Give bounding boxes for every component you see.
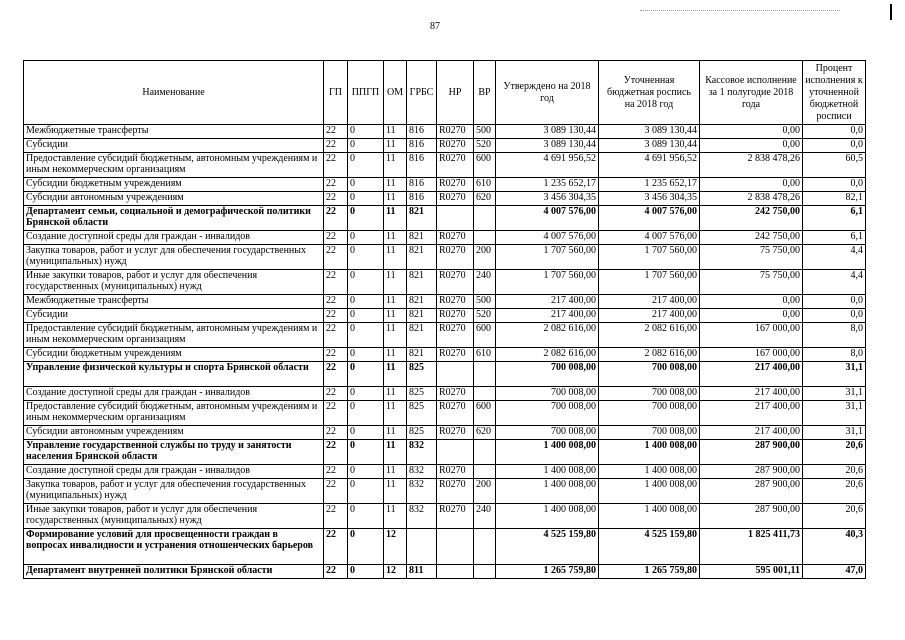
cell-grbs: 825 bbox=[407, 362, 437, 387]
cell-grbs: 821 bbox=[407, 348, 437, 362]
cell-approved: 700 008,00 bbox=[496, 401, 599, 426]
cell-gp: 22 bbox=[324, 309, 348, 323]
cell-name: Субсидии бюджетным учреждениям bbox=[24, 348, 324, 362]
cell-ppgp: 0 bbox=[348, 295, 384, 309]
cell-percent: 31,1 bbox=[803, 387, 866, 401]
cell-gp: 22 bbox=[324, 295, 348, 309]
cell-ppgp: 0 bbox=[348, 125, 384, 139]
cell-name: Департамент внутренней политики Брянской области bbox=[24, 565, 324, 579]
header-grbs: ГРБС bbox=[407, 61, 437, 125]
cell-name: Субсидии bbox=[24, 309, 324, 323]
table-row bbox=[24, 153, 866, 178]
cell-percent: 20,6 bbox=[803, 504, 866, 529]
cell-gp: 22 bbox=[324, 206, 348, 231]
cell-cash: 1 825 411,73 bbox=[700, 529, 803, 565]
cell-grbs: 825 bbox=[407, 387, 437, 401]
cell-name: Управление физической культуры и спорта Брянской области bbox=[24, 362, 324, 387]
header-refined: Уточненная бюджетная роспись на 2018 год bbox=[599, 61, 700, 125]
table-row bbox=[24, 401, 866, 426]
cell-gp: 22 bbox=[324, 401, 348, 426]
table-row bbox=[24, 295, 866, 309]
cell-om: 11 bbox=[384, 178, 407, 192]
table-row bbox=[24, 465, 866, 479]
cell-nr: R0270 bbox=[437, 387, 474, 401]
cell-percent: 31,1 bbox=[803, 401, 866, 426]
cell-gp: 22 bbox=[324, 348, 348, 362]
cell-ppgp: 0 bbox=[348, 270, 384, 295]
cell-approved: 1 265 759,80 bbox=[496, 565, 599, 579]
cell-refined: 700 008,00 bbox=[599, 362, 700, 387]
scan-edge-mark bbox=[890, 4, 892, 20]
cell-nr: R0270 bbox=[437, 125, 474, 139]
cell-refined: 1 400 008,00 bbox=[599, 440, 700, 465]
cell-grbs: 821 bbox=[407, 231, 437, 245]
cell-vr: 610 bbox=[474, 348, 496, 362]
cell-name: Закупка товаров, работ и услуг для обеспечения государственных (муниципальных) нужд bbox=[24, 479, 324, 504]
cell-ppgp: 0 bbox=[348, 362, 384, 387]
cell-ppgp: 0 bbox=[348, 231, 384, 245]
cell-approved: 4 007 576,00 bbox=[496, 206, 599, 231]
cell-grbs: 825 bbox=[407, 401, 437, 426]
cell-grbs: 821 bbox=[407, 245, 437, 270]
cell-cash: 75 750,00 bbox=[700, 270, 803, 295]
cell-refined: 217 400,00 bbox=[599, 309, 700, 323]
cell-approved: 4 525 159,80 bbox=[496, 529, 599, 565]
cell-approved: 700 008,00 bbox=[496, 387, 599, 401]
cell-grbs: 816 bbox=[407, 178, 437, 192]
cell-gp: 22 bbox=[324, 362, 348, 387]
cell-grbs: 821 bbox=[407, 295, 437, 309]
cell-nr: R0270 bbox=[437, 153, 474, 178]
cell-nr bbox=[437, 529, 474, 565]
cell-ppgp: 0 bbox=[348, 245, 384, 270]
cell-gp: 22 bbox=[324, 178, 348, 192]
cell-nr: R0270 bbox=[437, 401, 474, 426]
cell-approved: 1 707 560,00 bbox=[496, 245, 599, 270]
cell-nr: R0270 bbox=[437, 504, 474, 529]
cell-cash: 2 838 478,26 bbox=[700, 153, 803, 178]
cell-cash: 242 750,00 bbox=[700, 206, 803, 231]
cell-name: Субсидии бюджетным учреждениям bbox=[24, 178, 324, 192]
cell-cash: 0,00 bbox=[700, 295, 803, 309]
cell-vr: 520 bbox=[474, 309, 496, 323]
table-row bbox=[24, 323, 866, 348]
cell-gp: 22 bbox=[324, 479, 348, 504]
cell-refined: 4 525 159,80 bbox=[599, 529, 700, 565]
cell-percent: 82,1 bbox=[803, 192, 866, 206]
cell-refined: 1 265 759,80 bbox=[599, 565, 700, 579]
cell-approved: 3 089 130,44 bbox=[496, 125, 599, 139]
cell-om: 11 bbox=[384, 401, 407, 426]
cell-vr: 240 bbox=[474, 270, 496, 295]
cell-nr bbox=[437, 206, 474, 231]
cell-om: 11 bbox=[384, 348, 407, 362]
cell-name: Создание доступной среды для граждан - инвалидов bbox=[24, 231, 324, 245]
cell-cash: 0,00 bbox=[700, 125, 803, 139]
cell-cash: 217 400,00 bbox=[700, 426, 803, 440]
cell-percent: 0,0 bbox=[803, 139, 866, 153]
cell-gp: 22 bbox=[324, 387, 348, 401]
table-row bbox=[24, 529, 866, 565]
cell-grbs: 832 bbox=[407, 465, 437, 479]
cell-gp: 22 bbox=[324, 440, 348, 465]
cell-percent: 40,3 bbox=[803, 529, 866, 565]
cell-cash: 0,00 bbox=[700, 139, 803, 153]
cell-percent: 0,0 bbox=[803, 178, 866, 192]
cell-approved: 2 082 616,00 bbox=[496, 348, 599, 362]
cell-grbs: 825 bbox=[407, 426, 437, 440]
cell-vr: 500 bbox=[474, 125, 496, 139]
table-row bbox=[24, 504, 866, 529]
cell-refined: 2 082 616,00 bbox=[599, 348, 700, 362]
cell-ppgp: 0 bbox=[348, 479, 384, 504]
cell-name: Закупка товаров, работ и услуг для обеспечения государственных (муниципальных) нужд bbox=[24, 245, 324, 270]
cell-cash: 0,00 bbox=[700, 178, 803, 192]
cell-percent: 6,1 bbox=[803, 206, 866, 231]
cell-percent: 47,0 bbox=[803, 565, 866, 579]
header-name: Наименование bbox=[24, 61, 324, 125]
cell-approved: 1 400 008,00 bbox=[496, 465, 599, 479]
cell-vr: 620 bbox=[474, 426, 496, 440]
cell-name: Предоставление субсидий бюджетным, автономным учреждениям и иным некоммерческим организациям bbox=[24, 153, 324, 178]
cell-grbs: 832 bbox=[407, 479, 437, 504]
cell-gp: 22 bbox=[324, 125, 348, 139]
cell-om: 11 bbox=[384, 387, 407, 401]
header-nr: НР bbox=[437, 61, 474, 125]
cell-om: 11 bbox=[384, 323, 407, 348]
cell-approved: 3 456 304,35 bbox=[496, 192, 599, 206]
cell-percent: 0,0 bbox=[803, 309, 866, 323]
cell-ppgp: 0 bbox=[348, 139, 384, 153]
cell-percent: 4,4 bbox=[803, 270, 866, 295]
cell-cash: 167 000,00 bbox=[700, 323, 803, 348]
cell-nr: R0270 bbox=[437, 192, 474, 206]
cell-gp: 22 bbox=[324, 465, 348, 479]
cell-nr: R0270 bbox=[437, 270, 474, 295]
cell-nr: R0270 bbox=[437, 426, 474, 440]
cell-gp: 22 bbox=[324, 192, 348, 206]
cell-gp: 22 bbox=[324, 245, 348, 270]
cell-vr: 200 bbox=[474, 245, 496, 270]
cell-vr bbox=[474, 206, 496, 231]
cell-om: 11 bbox=[384, 153, 407, 178]
cell-name: Создание доступной среды для граждан - инвалидов bbox=[24, 387, 324, 401]
cell-refined: 1 707 560,00 bbox=[599, 270, 700, 295]
cell-grbs: 832 bbox=[407, 440, 437, 465]
cell-om: 12 bbox=[384, 565, 407, 579]
cell-name: Межбюджетные трансферты bbox=[24, 295, 324, 309]
cell-percent: 0,0 bbox=[803, 295, 866, 309]
cell-nr bbox=[437, 565, 474, 579]
cell-om: 11 bbox=[384, 231, 407, 245]
cell-om: 11 bbox=[384, 479, 407, 504]
header-gp: ГП bbox=[324, 61, 348, 125]
table-header-row bbox=[24, 61, 866, 125]
cell-cash: 217 400,00 bbox=[700, 401, 803, 426]
cell-cash: 2 838 478,26 bbox=[700, 192, 803, 206]
cell-cash: 167 000,00 bbox=[700, 348, 803, 362]
cell-name: Субсидии bbox=[24, 139, 324, 153]
cell-gp: 22 bbox=[324, 323, 348, 348]
page-number: 87 bbox=[430, 21, 440, 32]
table-row bbox=[24, 270, 866, 295]
cell-nr: R0270 bbox=[437, 348, 474, 362]
cell-vr: 200 bbox=[474, 479, 496, 504]
cell-refined: 700 008,00 bbox=[599, 426, 700, 440]
cell-nr: R0270 bbox=[437, 245, 474, 270]
table-row bbox=[24, 125, 866, 139]
cell-grbs: 811 bbox=[407, 565, 437, 579]
cell-approved: 700 008,00 bbox=[496, 362, 599, 387]
table-row bbox=[24, 245, 866, 270]
cell-om: 11 bbox=[384, 440, 407, 465]
header-percent: Процент исполнения к уточненной бюджетной росписи bbox=[803, 61, 866, 125]
cell-nr: R0270 bbox=[437, 139, 474, 153]
cell-vr bbox=[474, 565, 496, 579]
cell-grbs: 821 bbox=[407, 206, 437, 231]
cell-vr: 610 bbox=[474, 178, 496, 192]
cell-ppgp: 0 bbox=[348, 426, 384, 440]
cell-ppgp: 0 bbox=[348, 504, 384, 529]
cell-vr bbox=[474, 387, 496, 401]
cell-ppgp: 0 bbox=[348, 401, 384, 426]
cell-om: 11 bbox=[384, 245, 407, 270]
cell-vr bbox=[474, 465, 496, 479]
table-row bbox=[24, 348, 866, 362]
cell-cash: 75 750,00 bbox=[700, 245, 803, 270]
cell-nr: R0270 bbox=[437, 309, 474, 323]
cell-cash: 287 900,00 bbox=[700, 479, 803, 504]
cell-name: Предоставление субсидий бюджетным, автономным учреждениям и иным некоммерческим организациям bbox=[24, 323, 324, 348]
cell-refined: 1 400 008,00 bbox=[599, 465, 700, 479]
cell-grbs: 816 bbox=[407, 125, 437, 139]
cell-grbs: 821 bbox=[407, 270, 437, 295]
cell-grbs bbox=[407, 529, 437, 565]
cell-percent: 31,1 bbox=[803, 426, 866, 440]
cell-percent: 20,6 bbox=[803, 440, 866, 465]
cell-ppgp: 0 bbox=[348, 178, 384, 192]
cell-cash: 287 900,00 bbox=[700, 465, 803, 479]
cell-approved: 1 400 008,00 bbox=[496, 504, 599, 529]
cell-nr bbox=[437, 440, 474, 465]
table-row bbox=[24, 206, 866, 231]
cell-vr: 240 bbox=[474, 504, 496, 529]
cell-om: 11 bbox=[384, 270, 407, 295]
cell-vr: 600 bbox=[474, 401, 496, 426]
table-row bbox=[24, 139, 866, 153]
cell-refined: 3 089 130,44 bbox=[599, 125, 700, 139]
cell-ppgp: 0 bbox=[348, 465, 384, 479]
cell-percent: 0,0 bbox=[803, 125, 866, 139]
cell-om: 11 bbox=[384, 504, 407, 529]
cell-refined: 1 707 560,00 bbox=[599, 245, 700, 270]
cell-refined: 1 400 008,00 bbox=[599, 479, 700, 504]
cell-nr: R0270 bbox=[437, 295, 474, 309]
cell-approved: 700 008,00 bbox=[496, 426, 599, 440]
cell-ppgp: 0 bbox=[348, 206, 384, 231]
cell-nr bbox=[437, 362, 474, 387]
budget-table bbox=[23, 60, 866, 579]
cell-refined: 700 008,00 bbox=[599, 387, 700, 401]
table-row bbox=[24, 565, 866, 579]
cell-om: 11 bbox=[384, 295, 407, 309]
table-row bbox=[24, 479, 866, 504]
cell-approved: 1 235 652,17 bbox=[496, 178, 599, 192]
scan-dotted-line-top bbox=[640, 10, 840, 12]
cell-refined: 3 456 304,35 bbox=[599, 192, 700, 206]
cell-percent: 8,0 bbox=[803, 348, 866, 362]
cell-cash: 217 400,00 bbox=[700, 387, 803, 401]
cell-refined: 4 007 576,00 bbox=[599, 206, 700, 231]
cell-om: 11 bbox=[384, 139, 407, 153]
cell-ppgp: 0 bbox=[348, 348, 384, 362]
cell-ppgp: 0 bbox=[348, 565, 384, 579]
cell-ppgp: 0 bbox=[348, 529, 384, 565]
header-cash: Кассовое исполнение за 1 полугодие 2018 года bbox=[700, 61, 803, 125]
cell-refined: 3 089 130,44 bbox=[599, 139, 700, 153]
cell-om: 12 bbox=[384, 529, 407, 565]
cell-vr: 620 bbox=[474, 192, 496, 206]
cell-ppgp: 0 bbox=[348, 309, 384, 323]
cell-cash: 217 400,00 bbox=[700, 362, 803, 387]
cell-gp: 22 bbox=[324, 153, 348, 178]
header-vr: ВР bbox=[474, 61, 496, 125]
table-row bbox=[24, 440, 866, 465]
cell-gp: 22 bbox=[324, 529, 348, 565]
cell-grbs: 821 bbox=[407, 309, 437, 323]
cell-gp: 22 bbox=[324, 139, 348, 153]
table-row bbox=[24, 387, 866, 401]
cell-ppgp: 0 bbox=[348, 440, 384, 465]
header-om: ОМ bbox=[384, 61, 407, 125]
cell-name: Создание доступной среды для граждан - инвалидов bbox=[24, 465, 324, 479]
cell-percent: 31,1 bbox=[803, 362, 866, 387]
cell-approved: 217 400,00 bbox=[496, 295, 599, 309]
cell-nr: R0270 bbox=[437, 178, 474, 192]
cell-grbs: 821 bbox=[407, 323, 437, 348]
cell-approved: 4 007 576,00 bbox=[496, 231, 599, 245]
table-row bbox=[24, 231, 866, 245]
cell-name: Формирование условий для просвещенности граждан в вопросах инвалидности и устранения отношенческих барьеров bbox=[24, 529, 324, 565]
cell-percent: 20,6 bbox=[803, 479, 866, 504]
cell-refined: 4 007 576,00 bbox=[599, 231, 700, 245]
table-row bbox=[24, 426, 866, 440]
cell-vr: 600 bbox=[474, 323, 496, 348]
header-approved: Утверждено на 2018 год bbox=[496, 61, 599, 125]
cell-nr: R0270 bbox=[437, 231, 474, 245]
cell-nr: R0270 bbox=[437, 479, 474, 504]
cell-approved: 3 089 130,44 bbox=[496, 139, 599, 153]
cell-approved: 4 691 956,52 bbox=[496, 153, 599, 178]
cell-approved: 2 082 616,00 bbox=[496, 323, 599, 348]
cell-om: 11 bbox=[384, 426, 407, 440]
table-row bbox=[24, 362, 866, 387]
cell-refined: 1 235 652,17 bbox=[599, 178, 700, 192]
cell-name: Департамент семьи, социальной и демографической политики Брянской области bbox=[24, 206, 324, 231]
cell-nr: R0270 bbox=[437, 323, 474, 348]
cell-percent: 8,0 bbox=[803, 323, 866, 348]
cell-refined: 700 008,00 bbox=[599, 401, 700, 426]
cell-name: Управление государственной службы по труду и занятости населения Брянской области bbox=[24, 440, 324, 465]
table-row bbox=[24, 309, 866, 323]
cell-gp: 22 bbox=[324, 231, 348, 245]
cell-ppgp: 0 bbox=[348, 323, 384, 348]
cell-vr: 600 bbox=[474, 153, 496, 178]
cell-gp: 22 bbox=[324, 426, 348, 440]
cell-ppgp: 0 bbox=[348, 192, 384, 206]
cell-om: 11 bbox=[384, 125, 407, 139]
header-ppgp: ППГП bbox=[348, 61, 384, 125]
cell-approved: 1 400 008,00 bbox=[496, 479, 599, 504]
table-row bbox=[24, 192, 866, 206]
cell-grbs: 832 bbox=[407, 504, 437, 529]
cell-cash: 595 001,11 bbox=[700, 565, 803, 579]
cell-vr bbox=[474, 231, 496, 245]
cell-name: Иные закупки товаров, работ и услуг для обеспечения государственных (муниципальных) нужд bbox=[24, 270, 324, 295]
cell-grbs: 816 bbox=[407, 139, 437, 153]
cell-cash: 287 900,00 bbox=[700, 504, 803, 529]
cell-refined: 2 082 616,00 bbox=[599, 323, 700, 348]
cell-gp: 22 bbox=[324, 270, 348, 295]
cell-gp: 22 bbox=[324, 565, 348, 579]
cell-ppgp: 0 bbox=[348, 387, 384, 401]
cell-name: Субсидии автономным учреждениям bbox=[24, 426, 324, 440]
cell-approved: 217 400,00 bbox=[496, 309, 599, 323]
cell-om: 11 bbox=[384, 465, 407, 479]
cell-cash: 0,00 bbox=[700, 309, 803, 323]
cell-cash: 287 900,00 bbox=[700, 440, 803, 465]
cell-percent: 20,6 bbox=[803, 465, 866, 479]
cell-percent: 6,1 bbox=[803, 231, 866, 245]
cell-grbs: 816 bbox=[407, 192, 437, 206]
cell-gp: 22 bbox=[324, 504, 348, 529]
cell-om: 11 bbox=[384, 362, 407, 387]
cell-om: 11 bbox=[384, 309, 407, 323]
cell-grbs: 816 bbox=[407, 153, 437, 178]
cell-vr: 500 bbox=[474, 295, 496, 309]
cell-cash: 242 750,00 bbox=[700, 231, 803, 245]
cell-name: Предоставление субсидий бюджетным, автономным учреждениям и иным некоммерческим организациям bbox=[24, 401, 324, 426]
cell-percent: 60,5 bbox=[803, 153, 866, 178]
cell-ppgp: 0 bbox=[348, 153, 384, 178]
cell-refined: 4 691 956,52 bbox=[599, 153, 700, 178]
cell-refined: 217 400,00 bbox=[599, 295, 700, 309]
cell-vr bbox=[474, 362, 496, 387]
cell-om: 11 bbox=[384, 192, 407, 206]
cell-nr: R0270 bbox=[437, 465, 474, 479]
cell-refined: 1 400 008,00 bbox=[599, 504, 700, 529]
cell-om: 11 bbox=[384, 206, 407, 231]
cell-name: Иные закупки товаров, работ и услуг для обеспечения государственных (муниципальных) нужд bbox=[24, 504, 324, 529]
cell-name: Межбюджетные трансферты bbox=[24, 125, 324, 139]
cell-vr bbox=[474, 529, 496, 565]
cell-vr: 520 bbox=[474, 139, 496, 153]
cell-approved: 1 400 008,00 bbox=[496, 440, 599, 465]
cell-approved: 1 707 560,00 bbox=[496, 270, 599, 295]
table-row bbox=[24, 178, 866, 192]
cell-vr bbox=[474, 440, 496, 465]
cell-percent: 4,4 bbox=[803, 245, 866, 270]
cell-name: Субсидии автономным учреждениям bbox=[24, 192, 324, 206]
